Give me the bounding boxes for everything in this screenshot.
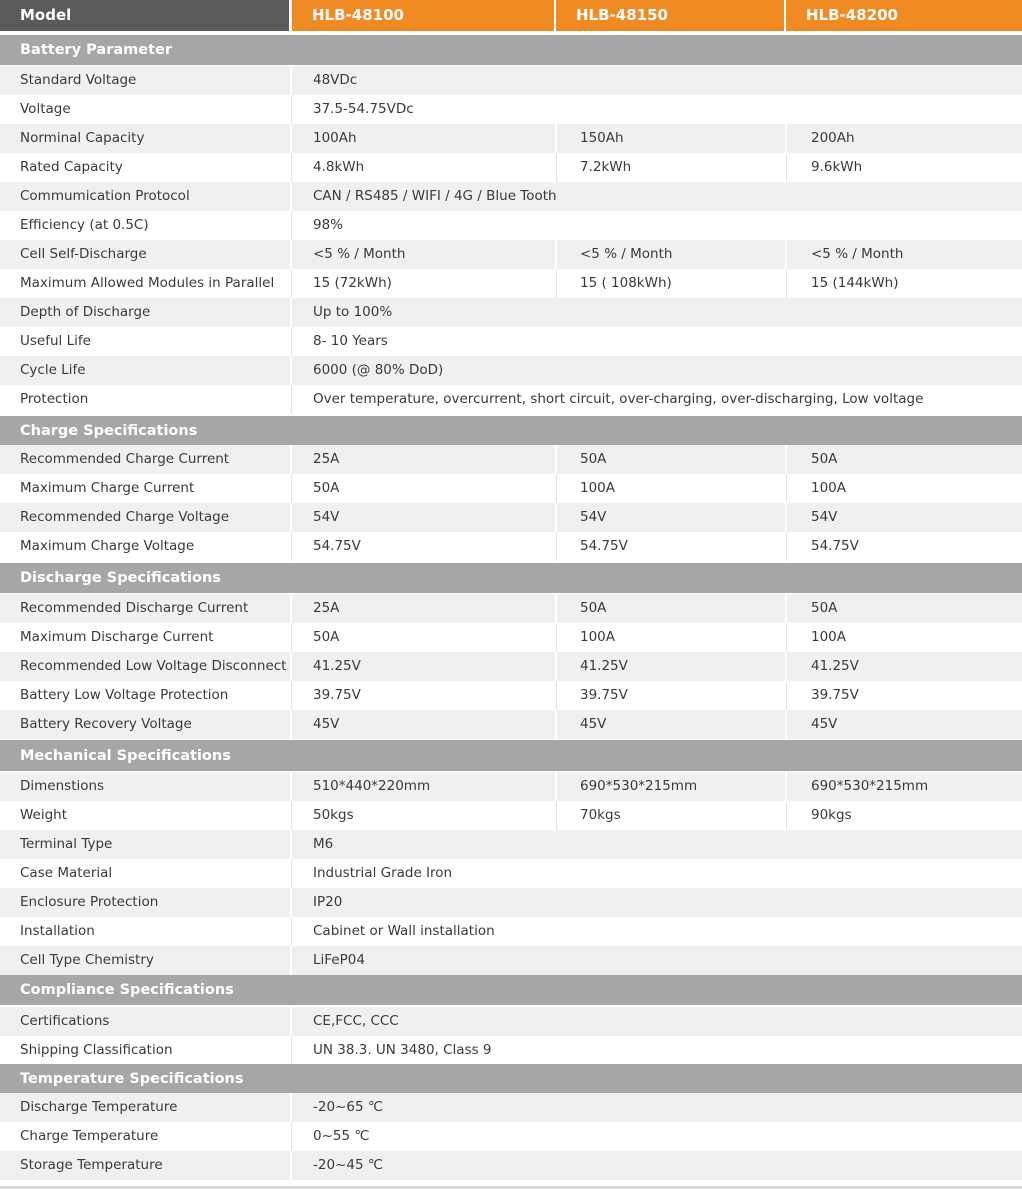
spec-value: 45V [811, 716, 838, 732]
spec-value: 90kgs [811, 807, 852, 823]
column-divider [556, 153, 557, 182]
column-divider [556, 269, 557, 298]
spec-label: Cycle Life [20, 362, 86, 378]
column-divider [290, 503, 292, 532]
spec-value: 54.75V [313, 538, 361, 554]
column-divider [785, 772, 787, 801]
spec-value: Industrial Grade Iron [313, 865, 453, 881]
column-divider [785, 594, 787, 623]
spec-value: Over temperature, overcurrent, short circuit, over-charging, over-discharging, Low voltage [313, 391, 924, 407]
spec-value: 4.8kWh [313, 159, 365, 175]
column-divider [290, 1151, 292, 1180]
column-divider [786, 681, 787, 710]
spec-label: Protection [20, 391, 89, 407]
spec-value: <5 % / Month [313, 246, 406, 262]
section-header-mechanical-specifications [0, 740, 1022, 771]
spec-label: Discharge Temperature [20, 1099, 178, 1115]
column-divider [555, 503, 557, 532]
spec-label: Maximum Discharge Current [20, 629, 214, 645]
column-divider [290, 772, 292, 801]
spec-label: Depth of Discharge [20, 304, 151, 320]
spec-row-norminal-capacity [0, 124, 1022, 153]
column-divider [785, 124, 787, 153]
spec-value: 0~55 ℃ [313, 1128, 370, 1144]
spec-row-efficiency-at-0-5c [0, 211, 1022, 240]
column-divider [290, 830, 292, 859]
spec-label: Case Material [20, 865, 113, 881]
column-divider [291, 385, 292, 414]
spec-row-battery-low-voltage-protection [0, 681, 1022, 710]
spec-value: 54.75V [580, 538, 628, 554]
spec-row-shipping-classification [0, 1036, 1022, 1065]
spec-label: Rated Capacity [20, 159, 123, 175]
column-divider [290, 66, 292, 95]
header-row [0, 0, 1022, 33]
section-header-discharge-specifications [0, 563, 1022, 593]
spec-value: CAN / RS485 / WIFI / 4G / Blue Tooth [313, 188, 557, 204]
spec-row-charge-temperature [0, 1122, 1022, 1151]
spec-value: 25A [313, 451, 340, 467]
spec-value: 39.75V [811, 687, 859, 703]
spec-row-weight [0, 801, 1022, 830]
spec-value: 100Ah [313, 130, 357, 146]
column-divider [786, 801, 787, 830]
spec-label: Norminal Capacity [20, 130, 145, 146]
spec-value: 15 ( 108kWh) [580, 275, 672, 291]
column-divider [290, 298, 292, 327]
spec-row-recommended-charge-current [0, 445, 1022, 474]
spec-value: M6 [313, 836, 334, 852]
column-divider [555, 772, 557, 801]
spec-row-terminal-type [0, 830, 1022, 859]
column-divider [556, 801, 557, 830]
column-divider [291, 623, 292, 652]
spec-row-protection [0, 385, 1022, 414]
column-divider [785, 445, 787, 474]
spec-value: 6000 (@ 80% DoD) [313, 362, 444, 378]
column-divider [290, 1093, 292, 1122]
spec-label: Maximum Allowed Modules in Parallel [20, 275, 275, 291]
spec-value: 50A [580, 600, 607, 616]
spec-value: 37.5-54.75VDc [313, 101, 414, 117]
column-divider [290, 124, 292, 153]
model-header-hlb-48100: HLB-48100 [292, 0, 554, 31]
spec-row-installation [0, 917, 1022, 946]
spec-value: -20~45 ℃ [313, 1157, 383, 1173]
spec-label: Certifications [20, 1013, 110, 1029]
spec-row-case-material [0, 859, 1022, 888]
spec-value: -20~65 ℃ [313, 1099, 383, 1115]
spec-label: Battery Low Voltage Protection [20, 687, 229, 703]
spec-row-battery-recovery-voltage [0, 710, 1022, 739]
spec-value: 50A [313, 480, 340, 496]
column-divider [291, 859, 292, 888]
spec-label: Efficiency (at 0.5C) [20, 217, 149, 233]
spec-label: Recommended Charge Voltage [20, 509, 230, 525]
spec-value: 50A [811, 451, 838, 467]
spec-row-voltage [0, 95, 1022, 124]
spec-label: Cell Type Chemistry [20, 952, 154, 968]
column-divider [291, 474, 292, 503]
spec-label: Charge Temperature [20, 1128, 159, 1144]
spec-label: Installation [20, 923, 95, 939]
spec-label: Recommended Charge Current [20, 451, 230, 467]
spec-value: 690*530*215mm [811, 778, 929, 794]
spec-value: 54V [313, 509, 340, 525]
spec-value: 45V [580, 716, 607, 732]
column-divider [290, 946, 292, 975]
spec-label: Storage Temperature [20, 1157, 163, 1173]
spec-value: 25A [313, 600, 340, 616]
spec-value: 54.75V [811, 538, 859, 554]
spec-value: 39.75V [580, 687, 628, 703]
spec-value: 54V [811, 509, 838, 525]
spec-value: <5 % / Month [580, 246, 673, 262]
spec-value: Cabinet or Wall installation [313, 923, 495, 939]
column-divider [291, 532, 292, 561]
column-divider [555, 594, 557, 623]
spec-value: 41.25V [811, 658, 859, 674]
spec-value: 100A [580, 480, 616, 496]
section-header-temperature-specifications [0, 1064, 1022, 1093]
column-divider [786, 474, 787, 503]
spec-label: Dimenstions [20, 778, 105, 794]
column-divider [290, 356, 292, 385]
spec-row-standard-voltage [0, 66, 1022, 95]
spec-value: LiFeP04 [313, 952, 365, 968]
column-divider [291, 1036, 292, 1065]
spec-row-enclosure-protection [0, 888, 1022, 917]
section-header-battery-parameter [0, 35, 1022, 65]
spec-value: 15 (72kWh) [313, 275, 392, 291]
section-header-charge-specifications [0, 416, 1022, 445]
spec-label: Battery Recovery Voltage [20, 716, 192, 732]
column-divider [291, 917, 292, 946]
spec-value: 50A [313, 629, 340, 645]
spec-row-recommended-discharge-current [0, 594, 1022, 623]
spec-row-maximum-discharge-current [0, 623, 1022, 652]
spec-label: Cell Self-Discharge [20, 246, 147, 262]
spec-label: Weight [20, 807, 68, 823]
spec-row-maximum-allowed-modules-in-parallel [0, 269, 1022, 298]
section-title: Temperature Specifications [20, 1070, 244, 1087]
spec-value: 100A [580, 629, 616, 645]
column-divider [785, 652, 787, 681]
spec-label: Recommended Discharge Current [20, 600, 249, 616]
column-divider [290, 182, 292, 211]
spec-label: Voltage [20, 101, 71, 117]
column-divider [555, 710, 557, 739]
spec-row-dimenstions [0, 772, 1022, 801]
column-divider [785, 503, 787, 532]
spec-value: 98% [313, 217, 344, 233]
spec-row-rated-capacity [0, 153, 1022, 182]
column-divider [556, 681, 557, 710]
spec-value: IP20 [313, 894, 343, 910]
column-divider [786, 532, 787, 561]
section-title: Compliance Specifications [20, 982, 234, 998]
spec-row-discharge-temperature [0, 1093, 1022, 1122]
spec-label: Shipping Classification [20, 1042, 173, 1058]
section-title: Discharge Specifications [20, 570, 221, 586]
spec-row-recommended-low-voltage-disconnect [0, 652, 1022, 681]
section-header-compliance-specifications [0, 975, 1022, 1005]
spec-value: 48VDc [313, 72, 358, 88]
spec-label: Maximum Charge Voltage [20, 538, 195, 554]
column-divider [290, 1007, 292, 1036]
column-divider [291, 269, 292, 298]
spec-row-cell-self-discharge [0, 240, 1022, 269]
column-divider [291, 95, 292, 124]
column-divider [555, 240, 557, 269]
spec-value: 100A [811, 629, 847, 645]
spec-row-depth-of-discharge [0, 298, 1022, 327]
spec-value: 50kgs [313, 807, 354, 823]
section-title: Charge Specifications [20, 422, 198, 439]
column-divider [291, 681, 292, 710]
column-divider [290, 445, 292, 474]
column-divider [290, 240, 292, 269]
spec-value: 510*440*220mm [313, 778, 431, 794]
spec-row-maximum-charge-voltage [0, 532, 1022, 561]
spec-label: Terminal Type [20, 836, 113, 852]
model-header-hlb-48150: HLB-48150 [556, 0, 784, 31]
column-divider [290, 652, 292, 681]
spec-value: 100A [811, 480, 847, 496]
spec-value: 41.25V [313, 658, 361, 674]
column-divider [555, 445, 557, 474]
spec-row-storage-temperature [0, 1151, 1022, 1180]
column-divider [290, 710, 292, 739]
column-divider [785, 240, 787, 269]
spec-value: 54V [580, 509, 607, 525]
column-divider [291, 327, 292, 356]
column-divider [291, 211, 292, 240]
spec-value: CE,FCC, CCC [313, 1013, 399, 1029]
column-divider [556, 532, 557, 561]
section-title: Mechanical Specifications [20, 747, 231, 764]
column-divider [555, 652, 557, 681]
spec-value: 8- 10 Years [313, 333, 388, 349]
column-divider [785, 710, 787, 739]
spec-label: Enclosure Protection [20, 894, 159, 910]
spec-label: Commumication Protocol [20, 188, 190, 204]
spec-value: <5 % / Month [811, 246, 904, 262]
spec-value: 150Ah [580, 130, 624, 146]
spec-value: 9.6kWh [811, 159, 863, 175]
column-divider [556, 623, 557, 652]
spec-value: 50A [580, 451, 607, 467]
column-divider [291, 1122, 292, 1151]
spec-row-recommended-charge-voltage [0, 503, 1022, 532]
spec-label: Maximum Charge Current [20, 480, 195, 496]
spec-value: 50A [811, 600, 838, 616]
model-header-hlb-48200: HLB-48200 [786, 0, 1022, 31]
column-divider [556, 474, 557, 503]
spec-value: Up to 100% [313, 304, 393, 320]
spec-row-certifications [0, 1007, 1022, 1036]
spec-value: 45V [313, 716, 340, 732]
spec-value: 39.75V [313, 687, 361, 703]
column-divider [290, 888, 292, 917]
spec-row-commumication-protocol [0, 182, 1022, 211]
spec-value: 200Ah [811, 130, 855, 146]
spec-value: 7.2kWh [580, 159, 632, 175]
spec-value: 41.25V [580, 658, 628, 674]
spec-value: 70kgs [580, 807, 621, 823]
spec-value: UN 38.3. UN 3480, Class 9 [313, 1042, 492, 1058]
column-divider [786, 153, 787, 182]
spec-value: 690*530*215mm [580, 778, 698, 794]
column-divider [290, 594, 292, 623]
spec-label: Recommended Low Voltage Disconnect [20, 658, 287, 674]
spec-label: Standard Voltage [20, 72, 137, 88]
spec-row-maximum-charge-current [0, 474, 1022, 503]
spec-row-cycle-life [0, 356, 1022, 385]
column-divider [786, 269, 787, 298]
column-divider [786, 623, 787, 652]
spec-label: Useful Life [20, 333, 91, 349]
spec-value: 15 (144kWh) [811, 275, 899, 291]
column-divider [291, 153, 292, 182]
column-divider [555, 124, 557, 153]
model-header: Model [0, 0, 289, 31]
spec-row-cell-type-chemistry [0, 946, 1022, 975]
section-title: Battery Parameter [20, 42, 173, 58]
spec-row-useful-life [0, 327, 1022, 356]
column-divider [291, 801, 292, 830]
